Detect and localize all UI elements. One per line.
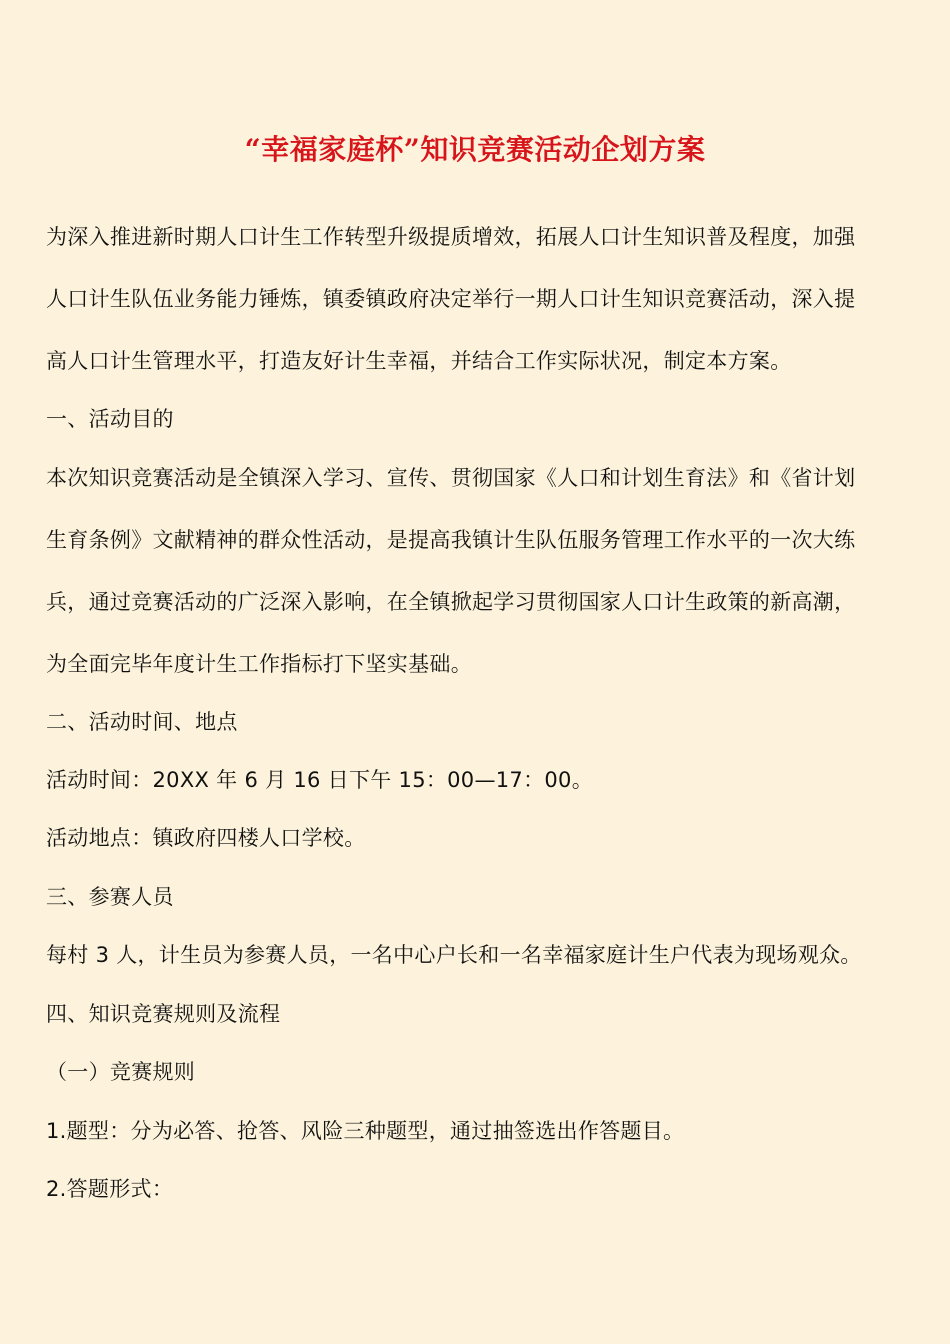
purpose-line: 生育条例》文献精神的群众性活动，是提高我镇计生队伍服务管理工作水平的一次大练 (46, 528, 856, 552)
purpose-line: 为全面完毕年度计生工作指标打下坚实基础。 (46, 652, 472, 676)
subsection-heading-rules: （一）竞赛规则 (46, 1060, 196, 1084)
purpose-line: 兵，通过竞赛活动的广泛深入影响，在全镇掀起学习贯彻国家人口计生政策的新高潮， (46, 590, 856, 614)
activity-place: 活动地点：镇政府四楼人口学校。 (46, 826, 366, 850)
document-title: “幸福家庭杯”知识竞赛活动企划方案 (244, 133, 706, 166)
section-heading-participants: 三、参赛人员 (46, 885, 174, 909)
rule-item-answer-format: 2.答题形式： (46, 1177, 174, 1201)
section-heading-purpose: 一、活动目的 (46, 407, 174, 431)
intro-line: 为深入推进新时期人口计生工作转型升级提质增效，拓展人口计生知识普及程度，加强 (46, 225, 856, 249)
intro-paragraph (46, 206, 904, 392)
purpose-line: 本次知识竞赛活动是全镇深入学习、宣传、贯彻国家《人口和计划生育法》和《省计划 (46, 466, 856, 490)
rule-item-question-type: 1.题型：分为必答、抢答、风险三种题型，通过抽签选出作答题目。 (46, 1119, 685, 1143)
intro-line: 人口计生队伍业务能力锤炼，镇委镇政府决定举行一期人口计生知识竞赛活动，深入提 (46, 287, 856, 311)
participants-text: 每村 3 人，计生员为参赛人员，一名中心户长和一名幸福家庭计生户代表为现场观众。 (46, 943, 862, 967)
activity-time: 活动时间：20XX 年 6 月 16 日下午 15：00—17：00。 (46, 768, 594, 792)
purpose-paragraph (46, 447, 904, 695)
section-heading-rules: 四、知识竞赛规则及流程 (46, 1002, 281, 1026)
intro-line: 高人口计生管理水平，打造友好计生幸福，并结合工作实际状况，制定本方案。 (46, 349, 792, 373)
section-heading-time-place: 二、活动时间、地点 (46, 710, 238, 734)
